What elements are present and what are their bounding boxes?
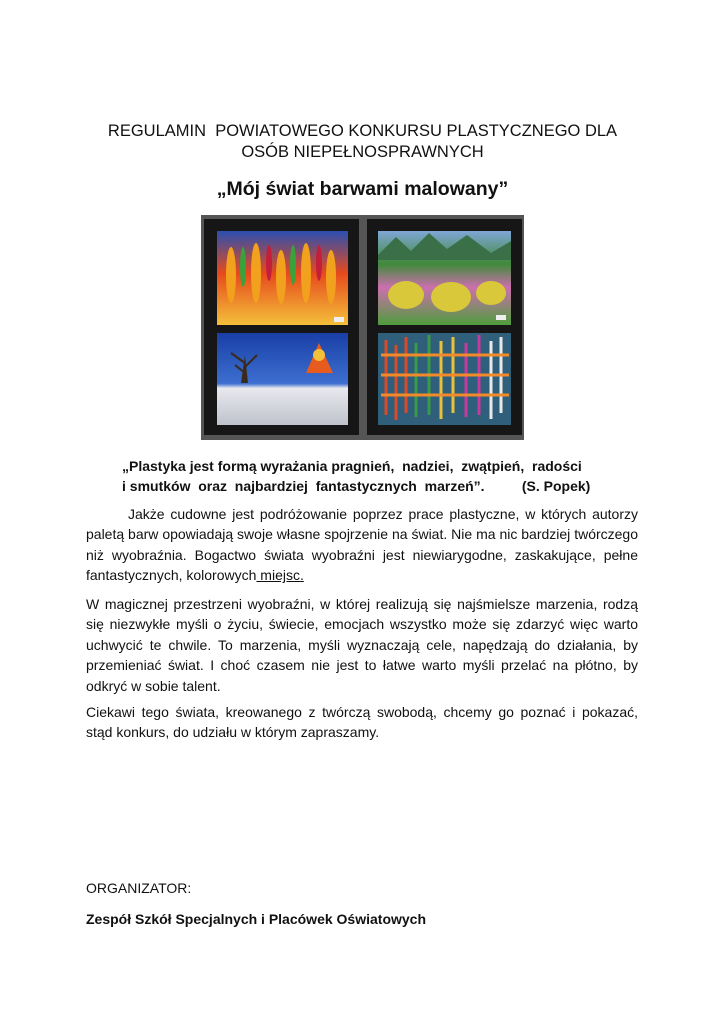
- organizer-label: ORGANIZATOR:: [86, 880, 192, 896]
- exhibition-photo-icon: [201, 215, 524, 440]
- quote: [122, 456, 612, 496]
- paragraph-3: Ciekawi tego świata, kreowanego z twórczą swobodą, chcemy go poznać i pokazać, stąd konkurs, do udziału w którym zapraszamy.: [86, 704, 638, 741]
- quote-author: (S. Popek): [521, 478, 591, 494]
- contest-name: „Mój świat barwami malowany”: [216, 178, 509, 200]
- document-title: [60, 121, 665, 163]
- exhibition-photo: [201, 215, 524, 440]
- quote-line-1: „Plastyka jest formą wyrażania pragnień, nadziei, zwątpień, radości: [122, 458, 582, 474]
- organizer-name: Zespół Szkół Specjalnych i Placówek Oświatowych: [86, 911, 427, 927]
- paragraph-1-end: miejsc.: [256, 567, 304, 584]
- quote-line-2-text: i smutków oraz najbardziej fantastycznych marzeń”.: [122, 478, 485, 494]
- title-line-1: REGULAMIN POWIATOWEGO KONKURSU PLASTYCZNEGO DLA: [107, 122, 618, 140]
- paragraph-1-text: Jakże cudowne jest podróżowanie poprzez prace plastyczne, w których autorzy paletą barw opowiadają swoje własne spojrzenie na świat. Nie ma nic bardziej twórczego niż wyobraźnia. Bogactwo świata wyobraźni jest niewiarygodne, zaskakujące, pełne fantastycznych, kolorowych: [86, 506, 638, 584]
- quote-line-2: [122, 476, 612, 496]
- paragraph-2: W magicznej przestrzeni wyobraźni, w której realizują się najśmielsze marzenia, rodzą się niezwykłe myśli o życiu, świecie, emocjach wszystko może się zdarzyć więc warto uchwycić te chwile. To marzenia, myśli wyznaczają cele, napędzają do działania, by przemieniać świat. I choć czasem nie jest to łatwe warto myśli przelać na płótno, by odkryć w sobie talent.: [86, 596, 638, 694]
- paragraph-1: [86, 504, 638, 586]
- title-line-2: OSÓB NIEPEŁNOSPRAWNYCH: [241, 143, 484, 161]
